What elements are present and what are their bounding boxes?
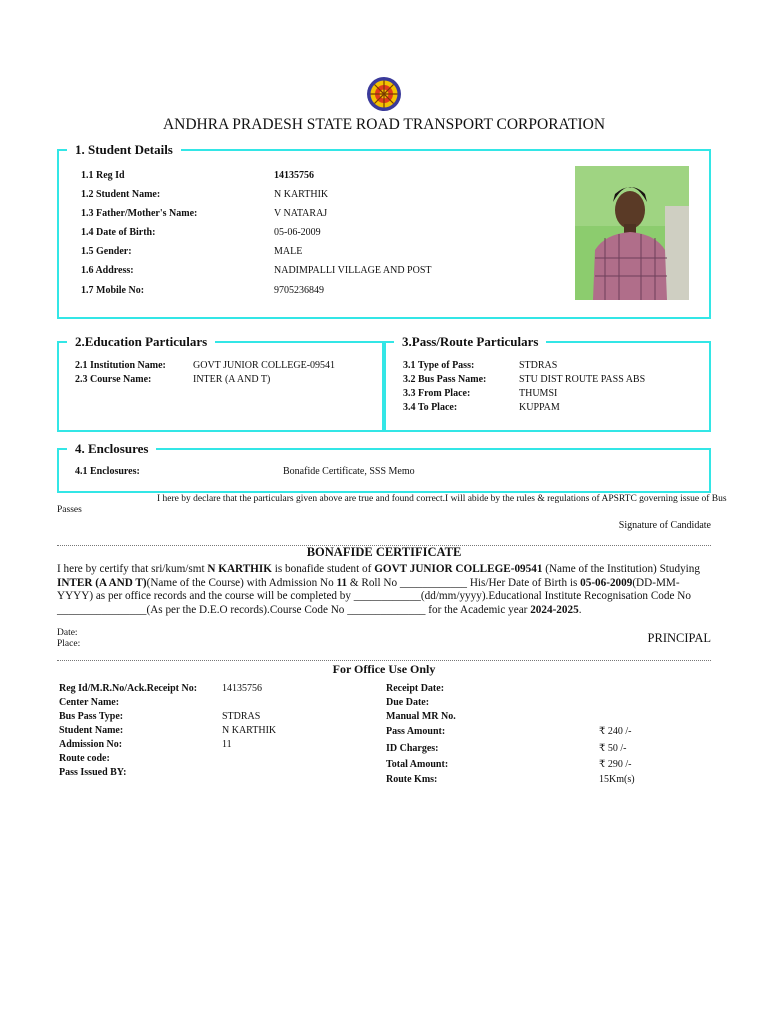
from-place-value: THUMSI (519, 388, 558, 399)
pass-route-legend: 3.Pass/Route Particulars (394, 334, 546, 350)
total-amount-value: ₹ 290 /- (599, 759, 632, 770)
mobile-label: 1.7 Mobile No: (81, 285, 145, 296)
pass-amount-value: ₹ 240 /- (599, 726, 632, 737)
education-section (57, 334, 384, 432)
address-value: NADIMPALLI VILLAGE AND POST (274, 265, 432, 276)
address-label: 1.6 Address: (81, 265, 134, 276)
org-title: ANDHRA PRADESH STATE ROAD TRANSPORT CORPORATION (162, 116, 606, 133)
divider (57, 660, 711, 661)
gender-label: 1.5 Gender: (81, 246, 132, 257)
course-label: 2.3 Course Name: (75, 374, 152, 385)
office-admission-label: Admission No: (59, 739, 123, 750)
declaration-text: I here by declare that the particulars given above are true and found correct.I will abide by the rules & regulations of APSRTC governing issue of Bus (157, 494, 727, 504)
parent-name-value: V NATARAJ (274, 208, 328, 219)
mobile-value: 9705236849 (274, 285, 324, 296)
bonafide-body (57, 563, 713, 617)
institution-label: 2.1 Institution Name: (75, 360, 166, 371)
to-place-label: 3.4 To Place: (403, 402, 458, 413)
manual-mr-label: Manual MR No. (386, 711, 456, 722)
cert-text-1: I here by certify that sri/kum/smt (57, 563, 208, 575)
cert-text-5: & Roll No ____________ His/Her Date of Birth is (347, 576, 581, 589)
office-use-title: For Office Use Only (332, 662, 436, 676)
dob-value: 05-06-2009 (274, 227, 321, 238)
office-pass-type-label: Bus Pass Type: (59, 711, 124, 722)
principal-label: PRINCIPAL (647, 631, 711, 645)
education-legend: 2.Education Particulars (67, 334, 215, 350)
cert-admission: 11 (336, 576, 348, 589)
bonafide-title: BONAFIDE CERTIFICATE (306, 545, 462, 559)
office-issued-by-label: Pass Issued BY: (59, 767, 127, 778)
pass-amount-label: Pass Amount: (386, 726, 446, 737)
id-charges-value: ₹ 50 /- (599, 743, 627, 754)
dob-label: 1.4 Date of Birth: (81, 227, 156, 238)
office-admission-value: 11 (222, 739, 232, 750)
cert-text-3: (Name of the Institution) Studying (542, 563, 700, 575)
gender-value: MALE (274, 246, 303, 257)
enclosures-value: Bonafide Certificate, SSS Memo (283, 466, 415, 477)
cert-year: 2024-2025 (530, 603, 579, 616)
office-student-name-value: N KARTHIK (222, 725, 277, 736)
enclosures-legend: 4. Enclosures (67, 441, 156, 457)
id-charges-label: ID Charges: (386, 743, 439, 754)
receipt-date-label: Receipt Date: (386, 683, 445, 694)
pass-route-section (384, 334, 711, 432)
pass-type-label: 3.1 Type of Pass: (403, 360, 475, 371)
office-pass-type-value: STDRAS (222, 711, 261, 722)
pass-type-value: STDRAS (519, 360, 558, 371)
enclosures-label: 4.1 Enclosures: (75, 466, 140, 477)
bus-pass-name-label: 3.2 Bus Pass Name: (403, 374, 487, 385)
bus-pass-name-value: STU DIST ROUTE PASS ABS (519, 374, 646, 385)
office-reg-label: Reg Id/M.R.No/Ack.Receipt No: (59, 683, 198, 694)
institution-value: GOVT JUNIOR COLLEGE-09541 (193, 360, 336, 371)
course-value: INTER (A AND T) (193, 374, 271, 385)
cert-text-7: . (578, 603, 582, 616)
reg-id-label: 1.1 Reg Id (81, 170, 125, 181)
date-label: Date: (57, 628, 78, 638)
total-amount-label: Total Amount: (386, 759, 449, 770)
cert-dob: 05-06-2009 (580, 576, 633, 589)
student-name-value: N KARTHIK (274, 189, 329, 200)
route-kms-label: Route Kms: (386, 774, 438, 785)
office-route-code-label: Route code: (59, 753, 110, 764)
student-details-legend: 1. Student Details (67, 142, 181, 158)
place-label: Place: (57, 639, 81, 649)
cert-text-4: (Name of the Course) with Admission No (146, 576, 337, 589)
reg-id-value: 14135756 (274, 170, 314, 181)
cert-student-name: N KARTHIK (207, 563, 272, 575)
cert-text-6: (DD-MM-YYYY) as per office records and the course will be completed by ____________(dd/mm/yyyy).Educational Institute Recognisation Code No ________________(As per the D.E.O records).Course Code No ______________ for the Academic year (57, 576, 691, 616)
office-reg-value: 14135756 (222, 683, 262, 694)
parent-name-label: 1.3 Father/Mother's Name: (81, 208, 198, 219)
office-student-name-label: Student Name: (59, 725, 124, 736)
office-center-label: Center Name: (59, 697, 120, 708)
candidate-signature: Signature of Candidate (618, 520, 711, 531)
route-kms-value: 15Km(s) (599, 774, 635, 785)
cert-course: INTER (A AND T) (57, 576, 147, 589)
cert-text-2: is bonafide student of (271, 563, 375, 575)
declaration-text-cont: Passes (57, 505, 82, 515)
due-date-label: Due Date: (386, 697, 430, 708)
student-photo (575, 166, 689, 300)
cert-college: GOVT JUNIOR COLLEGE-09541 (374, 563, 543, 575)
student-name-label: 1.2 Student Name: (81, 189, 161, 200)
to-place-value: KUPPAM (519, 402, 560, 413)
apsrtc-emblem-icon (366, 76, 402, 112)
from-place-label: 3.3 From Place: (403, 388, 471, 399)
